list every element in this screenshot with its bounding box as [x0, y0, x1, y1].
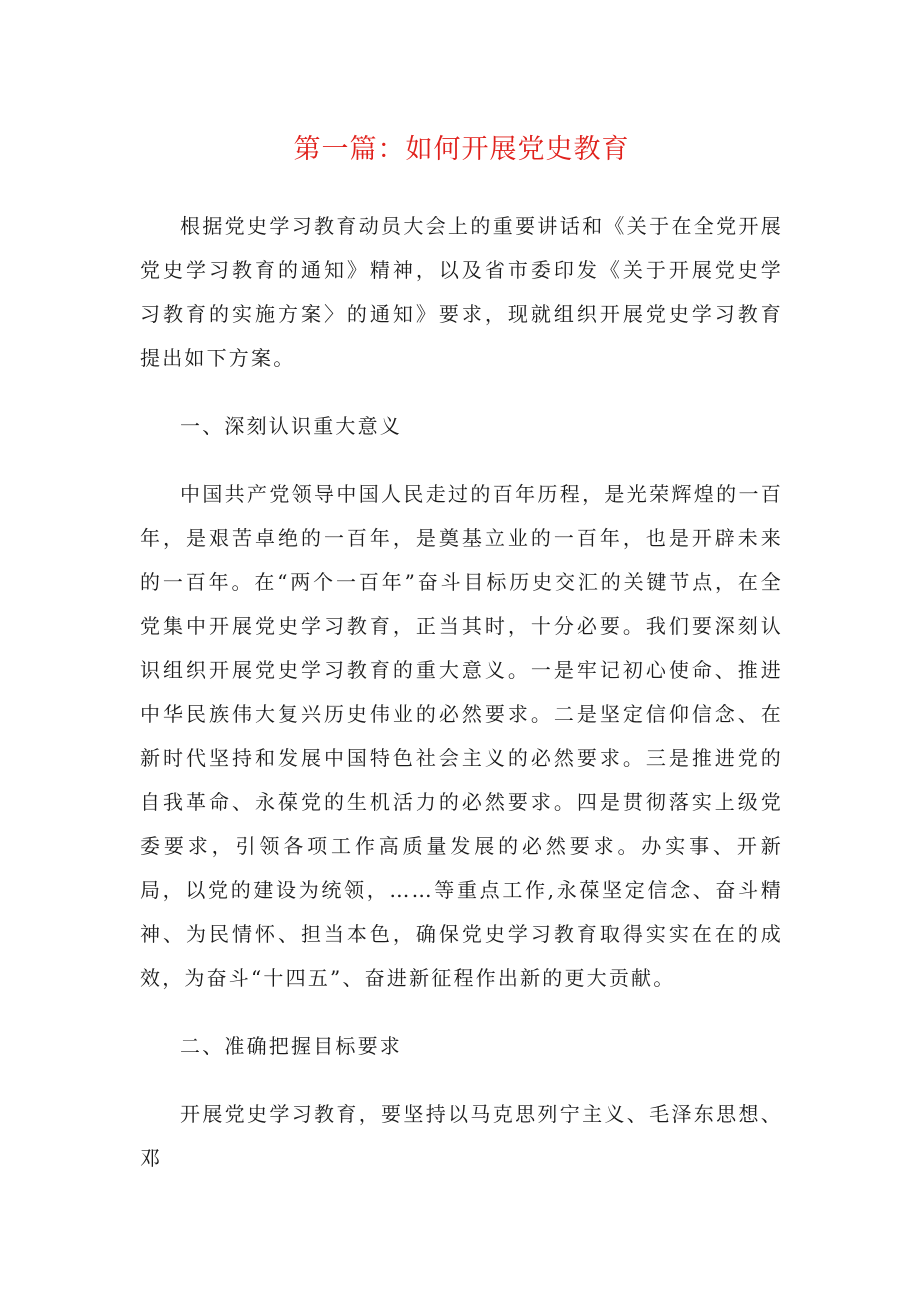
intro-paragraph: 根据党史学习教育动员大会上的重要讲话和《关于在全党开展党史学习教育的通知》精神，以及省市委印发《关于开展党史学习教育的实施方案〉的通知》要求，现就组织开展党史学习教育提出如下方案。 [140, 214, 783, 370]
section-1-heading: 一、深刻认识重大意义 [180, 414, 402, 438]
document-title: 第一篇：如何开展党史教育 [293, 134, 630, 165]
section-2-paragraph: 开展党史学习教育，要坚持以马克思列宁主义、毛泽东思想、邓 [140, 1102, 783, 1170]
section-1-paragraph: 中国共产党领导中国人民走过的百年历程，是光荣辉煌的一百年，是艰苦卓绝的一百年，是奠基立业的一百年，也是开辟未来的一百年。在“两个一百年”奋斗目标历史交汇的关键节点，在全党集中开展党史学习教育，正当其时，十分必要。我们要深刻认识组织开展党史学习教育的重大意义。一是牢记初心使命、推进中华民族伟大复兴历史伟业的必然要求。二是坚定信仰信念、在新时代坚持和发展中国特色社会主义的必然要求。三是推进党的自我革命、永葆党的生机活力的必然要求。四是贯彻落实上级党委要求，引领各项工作高质量发展的必然要求。办实事、开新局，以党的建设为统领，……等重点工作,永葆坚定信念、奋斗精神、为民情怀、担当本色，确保党史学习教育取得实实在在的成效，为奋斗“十四五”、奋进新征程作出新的更大贡献。 [140, 482, 783, 990]
section-2-heading: 二、准确把握目标要求 [180, 1034, 402, 1058]
